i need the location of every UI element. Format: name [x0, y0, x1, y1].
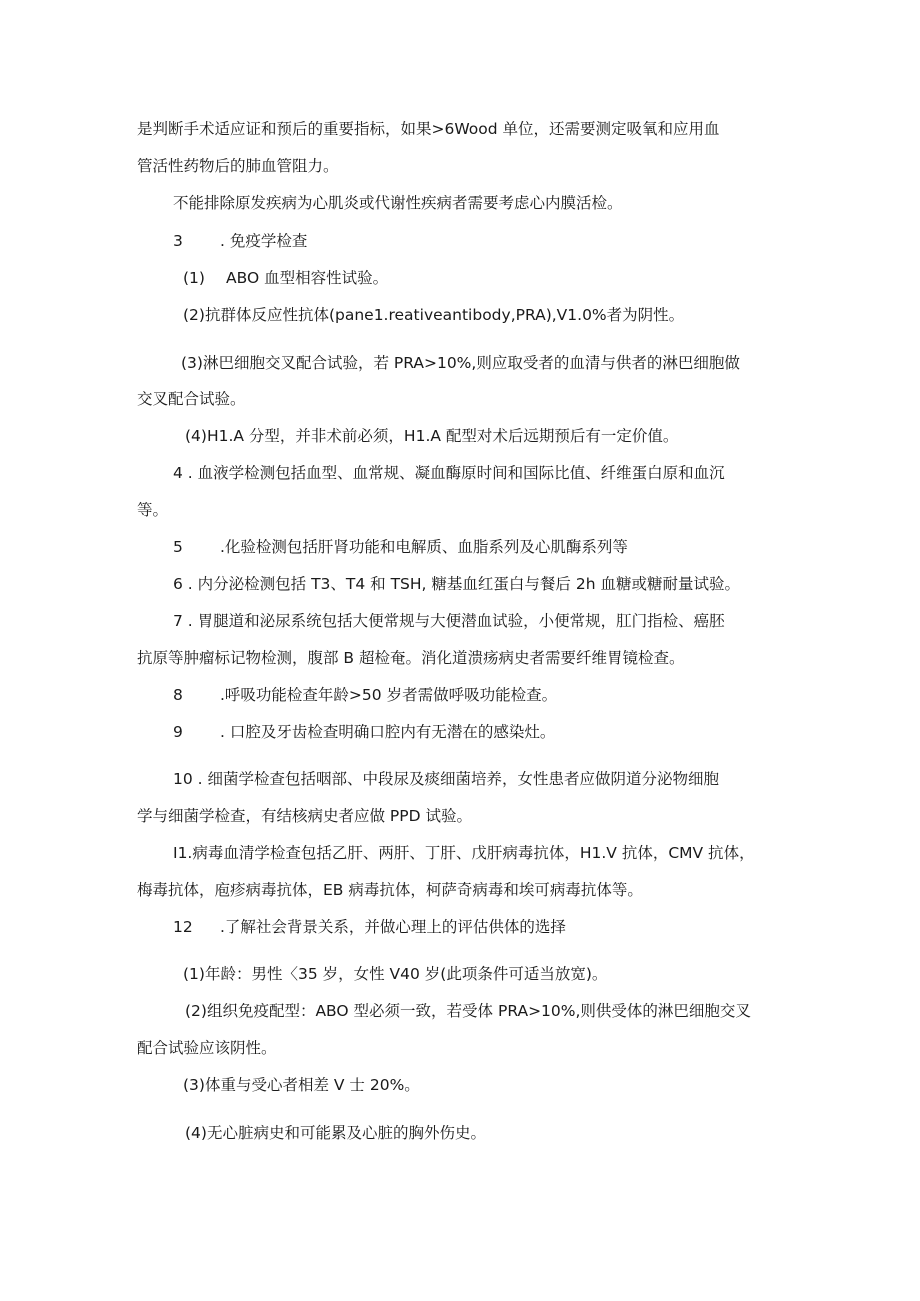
- list-item: (3)体重与受心者相差 V 士 20%。: [183, 1076, 420, 1094]
- section-number: 5: [173, 538, 183, 556]
- section-number: 12: [173, 918, 193, 936]
- text-line: 抗原等肿瘤标记物检测，腹部 B 超检奄。消化道溃疡病史者需要纤维胃镜检查。: [137, 649, 685, 667]
- text-line: 学与细菌学检查，有结核病史者应做 PPD 试验。: [137, 807, 472, 825]
- section-number: 8: [173, 686, 183, 704]
- section-title: . 免疫学检查: [220, 232, 308, 250]
- item-text: ABO 血型相容性试验。: [226, 269, 389, 287]
- section-number: 3: [173, 232, 183, 250]
- text-line: 配合试验应该阴性。: [137, 1039, 277, 1057]
- text-line: 6 . 内分泌检测包括 T3、T4 和 TSH, 糖基血红蛋白与餐后 2h 血糖或糖耐量试验。: [173, 575, 740, 593]
- text-line: (3)淋巴细胞交叉配合试验，若 PRA>10%,则应取受者的血清与供者的淋巴细胞做: [181, 354, 740, 372]
- text-line: 交叉配合试验。: [137, 390, 246, 408]
- section-number: 9: [173, 723, 183, 741]
- section-heading-3: [173, 230, 307, 252]
- text-line: I1.病毒血清学检查包括乙肝、两肝、丁肝、戊肝病毒抗体，H1.V 抗体，CMV 抗体，: [173, 844, 755, 862]
- section-title: . 口腔及牙齿检查明确口腔内有无潜在的感染灶。: [220, 723, 556, 741]
- text-line: 是判断手术适应证和预后的重要指标，如果>6Wood 单位，还需要测定吸氧和应用血: [137, 120, 720, 138]
- section-title: .了解社会背景关系，并做心理上的评估供体的选择: [220, 918, 566, 936]
- list-item: (4)H1.A 分型，并非术前必须，H1.A 配型对术后远期预后有一定价值。: [185, 427, 679, 445]
- section-title: .呼吸功能检查年龄>50 岁者需做呼吸功能检查。: [220, 686, 558, 704]
- text-line: 4 . 血液学检测包括血型、血常规、凝血酶原时间和国际比值、纤维蛋白原和血沉: [173, 464, 725, 482]
- text-line: 7 . 胃腿道和泌尿系统包括大便常规与大便潜血试验，小便常规，肛门指检、癌胚: [173, 612, 725, 630]
- section-heading-8: [173, 684, 557, 706]
- text-line: 10 . 细菌学检查包括咽部、中段尿及痰细菌培养，女性患者应做阴道分泌物细胞: [173, 770, 720, 788]
- text-line: 等。: [137, 501, 169, 519]
- section-heading-5: [173, 536, 628, 558]
- section-heading-9: [173, 721, 555, 743]
- text-line: 梅毒抗体，庖疹病毒抗体，EB 病毒抗体，柯萨奇病毒和埃可病毒抗体等。: [137, 881, 643, 899]
- section-title: .化验检测包括肝肾功能和电解质、血脂系列及心肌酶系列等: [220, 538, 628, 556]
- text-line: (2)组织免疫配型：ABO 型必须一致，若受体 PRA>10%,则供受体的淋巴细胞交叉: [185, 1002, 751, 1020]
- section-heading-12: [173, 916, 566, 938]
- list-item: (1)年龄：男性〈35 岁，女性 V40 岁(此项条件可适当放宽)。: [183, 965, 608, 983]
- list-item: [183, 267, 388, 289]
- text-line: 不能排除原发疾病为心肌炎或代谢性疾病者需要考虑心内膜活检。: [173, 194, 623, 212]
- list-item: (4)无心脏病史和可能累及心脏的胸外伤史。: [185, 1124, 486, 1142]
- list-item: (2)抗群体反应性抗体(pane1.reativeantibody,PRA),V1.0%者为阴性。: [183, 306, 685, 324]
- text-line: 管活性药物后的肺血管阻力。: [137, 157, 339, 175]
- item-number: (1): [183, 269, 205, 287]
